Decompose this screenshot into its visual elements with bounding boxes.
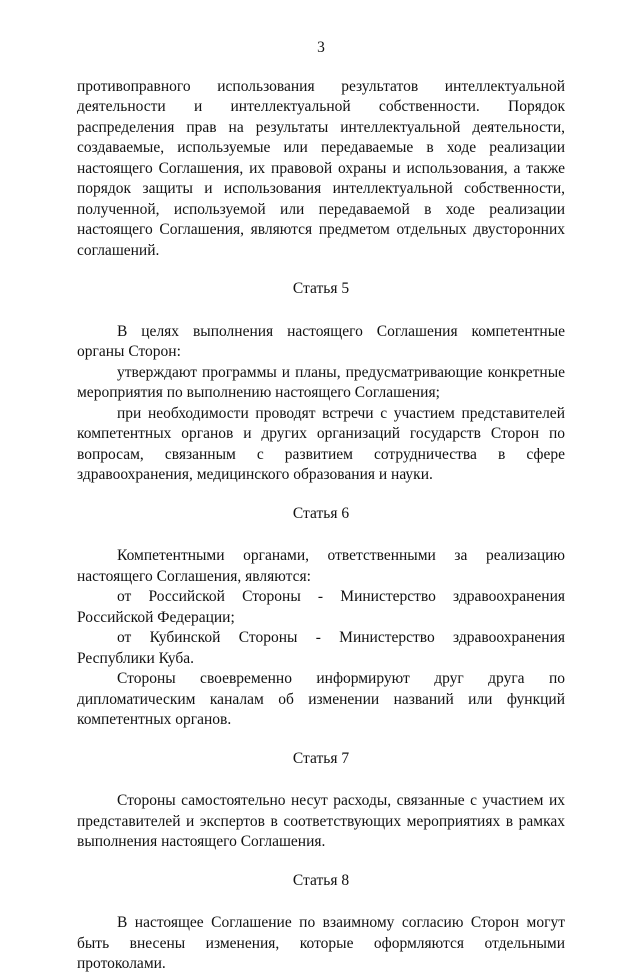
article-heading-8: Статья 8 [292, 871, 350, 889]
paragraph-article5-programs: утверждают программы и планы, предусматривающие конкретные мероприятия по выполнению настоящего Соглашения; [77, 363, 565, 401]
paragraph-ip-rights: противоправного использования результатов интеллектуальной деятельности и интеллектуальной собственности. Порядок распределения прав на результаты интеллектуальной деятельности, создаваемые, используемые или передаваемые в ходе реализации настоящего Соглашения, их правовой охраны и использования, а также порядок защиты и использования интеллектуальной собственности, полученной, используемой или передаваемой в ходе реализации настоящего Соглашения, являются предметом отдельных двусторонних соглашений. [77, 77, 565, 259]
paragraph-article5-intro: В целях выполнения настоящего Соглашения компетентные органы Сторон: [77, 322, 565, 360]
paragraph-article5-meetings: при необходимости проводят встречи с участием представителей компетентных органов и других организаций государств Сторон по вопросам, связанным с развитием сотрудничества в сфере здравоохранения, медицинского образования и науки. [77, 404, 565, 483]
article-heading-6: Статья 6 [292, 504, 350, 522]
page-number: 3 [317, 39, 325, 56]
paragraph-article6-notify: Стороны своевременно информируют друг друга по дипломатическим каналам об изменении названий или функций компетентных органов. [77, 670, 565, 728]
paragraph-article6-cuba: от Кубинской Стороны - Министерство здравоохранения Республики Куба. [77, 629, 565, 667]
paragraph-article8: В настоящее Соглашение по взаимному согласию Сторон могут быть внесены изменения, которые оформляются отдельными протоколами. [77, 914, 565, 972]
article-heading-5: Статья 5 [292, 280, 350, 297]
article-heading-7: Статья 7 [292, 749, 350, 767]
paragraph-article6-intro: Компетентными органами, ответственными за реализацию настоящего Соглашения, являются: [77, 547, 565, 585]
paragraph-article7: Стороны самостоятельно несут расходы, связанные с участием их представителей и экспертов в соответствующих мероприятиях в рамках выполнения настоящего Соглашения. [77, 792, 565, 850]
paragraph-article6-russia: от Российской Стороны - Министерство здравоохранения Российской Федерации; [77, 588, 565, 626]
